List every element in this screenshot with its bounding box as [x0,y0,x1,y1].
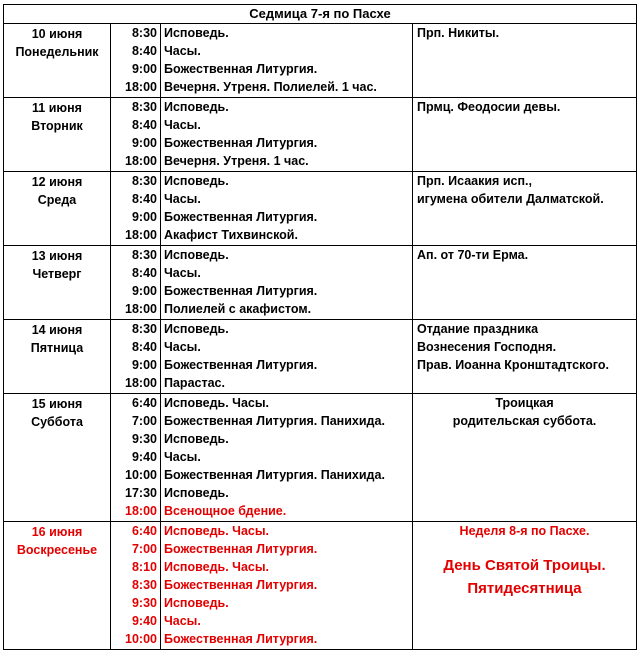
day-date: 10 июня [31,27,83,41]
commemoration-cell [413,24,637,98]
service-name: Божественная Литургия. [164,578,318,592]
spacer [413,540,636,554]
table-title: Седмица 7-я по Пасхе [4,5,637,24]
commemoration-line: родительская суббота. [452,414,597,428]
service-time: 8:30 [131,174,157,188]
service-name: Акафист Тихвинской. [164,228,298,242]
service-time: 6:40 [131,396,157,410]
service-name: Божественная Литургия. [164,284,318,298]
service-time: 7:00 [131,542,157,556]
day-cell [4,246,111,320]
commemoration-cell [413,98,637,172]
times-cell [111,172,161,246]
service-time: 8:40 [131,44,157,58]
service-name: Исповедь. Часы. [164,560,269,574]
commemoration-cell [413,172,637,246]
service-time: 9:00 [131,284,157,298]
day-weekday: Воскресенье [16,543,98,557]
commemoration-cell [413,394,637,522]
day-weekday: Четверг [32,267,82,281]
service-time: 9:40 [131,450,157,464]
service-time: 10:00 [125,468,157,482]
service-name: Всенощное бдение. [164,504,287,518]
service-name: Божественная Литургия. [164,62,318,76]
day-cell [4,24,111,98]
commemoration-line: Прав. Иоанна Кронштадтского. [417,358,609,372]
services-cell [161,394,413,522]
day-date: 13 июня [31,249,83,263]
service-name: Часы. [164,192,201,206]
commemoration-line: Троицкая [495,396,554,410]
service-time: 8:30 [131,578,157,592]
commemoration-line: Неделя 8-я по Пасхе. [459,524,590,538]
day-cell [4,320,111,394]
service-name: Вечерня. Утреня. 1 час. [164,154,309,168]
service-name: Божественная Литургия. Панихида. [164,468,385,482]
service-name: Исповедь. [164,100,229,114]
service-time: 9:00 [131,210,157,224]
day-weekday: Суббота [31,415,83,429]
service-name: Исповедь. [164,26,229,40]
commemoration-line: Отдание праздника [417,322,539,336]
service-name: Исповедь. [164,322,229,336]
day-row-tuesday [4,98,637,172]
service-time: 9:30 [131,596,157,610]
times-cell [111,320,161,394]
service-time: 8:40 [131,340,157,354]
times-cell [111,522,161,650]
commemoration-line: Прп. Исаакия исп., [417,174,532,188]
day-row-saturday [4,394,637,522]
feast-title: День Святой Троицы. [443,557,606,574]
times-cell [111,246,161,320]
day-row-wednesday [4,172,637,246]
service-time: 17:30 [125,486,157,500]
day-date: 12 июня [31,175,83,189]
service-name: Исповедь. Часы. [164,396,269,410]
service-time: 8:30 [131,100,157,114]
feast-title: Пятидесятница [467,580,582,597]
service-time: 18:00 [125,154,157,168]
times-cell [111,98,161,172]
service-name: Божественная Литургия. [164,358,318,372]
times-cell [111,24,161,98]
day-cell [4,98,111,172]
times-cell [111,394,161,522]
day-row-friday [4,320,637,394]
day-cell [4,522,111,650]
service-time: 9:00 [131,136,157,150]
service-time: 18:00 [125,80,157,94]
day-cell [4,172,111,246]
services-cell [161,24,413,98]
service-name: Часы. [164,44,201,58]
service-time: 18:00 [125,228,157,242]
service-time: 7:00 [131,414,157,428]
service-time: 6:40 [131,524,157,538]
services-cell [161,320,413,394]
day-row-sunday [4,522,637,650]
service-name: Божественная Литургия. [164,136,318,150]
day-cell [4,394,111,522]
day-weekday: Среда [37,193,77,207]
service-time: 18:00 [125,302,157,316]
day-date: 11 июня [32,101,82,115]
service-name: Часы. [164,450,201,464]
service-time: 9:00 [131,62,157,76]
service-time: 18:00 [125,504,157,518]
service-time: 9:00 [131,358,157,372]
service-time: 8:40 [131,118,157,132]
service-time: 8:40 [131,192,157,206]
service-name: Вечерня. Утреня. Полиелей. 1 час. [164,80,377,94]
service-name: Исповедь. [164,174,229,188]
service-time: 8:30 [131,248,157,262]
commemoration-line: игумена обители Далматской. [417,192,604,206]
services-cell [161,172,413,246]
service-name: Божественная Литургия. [164,632,318,646]
commemoration-cell [413,246,637,320]
commemoration-line: Ап. от 70-ти Ерма. [417,248,529,262]
service-time: 8:30 [131,26,157,40]
service-name: Исповедь. [164,432,229,446]
service-time: 9:40 [131,614,157,628]
schedule-table [3,4,637,650]
services-cell [161,522,413,650]
service-name: Исповедь. Часы. [164,524,269,538]
commemoration-cell [413,320,637,394]
day-weekday: Вторник [31,119,83,133]
service-name: Часы. [164,614,201,628]
service-name: Полиелей с акафистом. [164,302,312,316]
services-cell [161,98,413,172]
commemoration-line: Прмц. Феодосии девы. [417,100,561,114]
service-name: Парастас. [164,376,225,390]
service-time: 8:30 [131,322,157,336]
day-row-thursday [4,246,637,320]
service-name: Исповедь. [164,596,229,610]
service-name: Исповедь. [164,486,229,500]
day-weekday: Понедельник [15,45,99,59]
service-name: Божественная Литургия. Панихида. [164,414,385,428]
service-name: Божественная Литургия. [164,542,318,556]
service-time: 10:00 [125,632,157,646]
service-name: Часы. [164,118,201,132]
day-row-monday [4,24,637,98]
day-weekday: Пятница [30,341,84,355]
service-time: 18:00 [125,376,157,390]
commemoration-line: Прп. Никиты. [417,26,500,40]
day-date: 16 июня [31,525,83,539]
service-name: Часы. [164,266,201,280]
service-name: Божественная Литургия. [164,210,318,224]
commemoration-line: Вознесения Господня. [417,340,557,354]
service-time: 8:40 [131,266,157,280]
service-name: Часы. [164,340,201,354]
commemoration-cell [413,522,637,650]
service-name: Исповедь. [164,248,229,262]
services-cell [161,246,413,320]
day-date: 15 июня [31,397,83,411]
day-date: 14 июня [31,323,83,337]
service-time: 8:10 [131,560,157,574]
service-time: 9:30 [131,432,157,446]
